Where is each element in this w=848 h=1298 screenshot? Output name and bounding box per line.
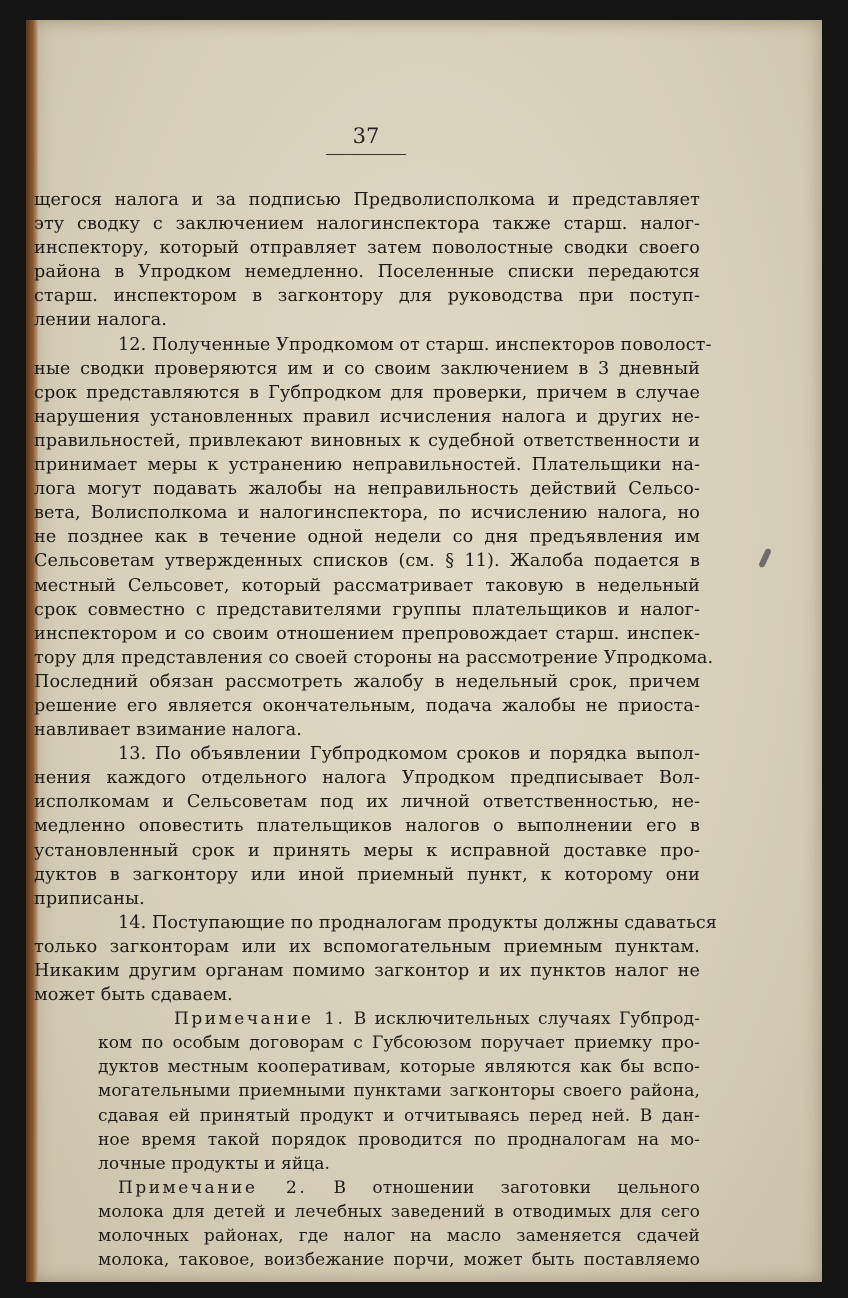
text-line: правильностей, привлекают виновных к судебной ответственности и — [34, 430, 700, 451]
text-line: старш. инспектором в загконтору для руководства при поступ- — [34, 286, 700, 307]
text-line: лога могут подавать жалобы на неправильность действий Сельсо- — [34, 479, 700, 500]
text-line: дуктов в загконтору или иной приемный пункт, к которому они — [34, 864, 700, 885]
text-line: инспектору, который отправляет затем поволостные сводки своего — [34, 238, 700, 259]
paragraph-13-first-line: 13. По объявлении Губпродкомом сроков и порядка выпол- — [118, 744, 700, 765]
paragraph-14-first-line: 14. Поступающие по продналогам продукты должны сдаваться — [118, 912, 717, 933]
text-line: нения каждого отдельного налога Упродком предписывает Вол- — [34, 768, 700, 789]
text-line: срок совместно с представителями группы плательщиков и налог- — [34, 599, 700, 620]
text-line: может быть сдаваем. — [34, 985, 233, 1006]
note-line: дуктов местным кооперативам, которые являются как бы вспо- — [98, 1057, 700, 1078]
text-line: принимает меры к устранению неправильностей. Плательщики на- — [34, 455, 700, 476]
text-line: местный Сельсовет, который рассматривает таковую в недельный — [34, 575, 700, 596]
note-line: молока, таковое, воизбежание порчи, может быть поставляемо — [98, 1250, 700, 1271]
text-line: лении налога. — [34, 310, 167, 331]
note-2 — [98, 1176, 700, 1272]
text-line: Никаким другим органам помимо загконтор и их пунктов налог не — [34, 961, 700, 981]
text-line: срок представляются в Губпродком для проверки, причем в случае — [34, 382, 700, 403]
note-text: В исключительных случаях Губпрод- — [353, 1009, 700, 1030]
text-line: Сельсоветам утвержденных списков (см. § 11). Жалоба подается в — [34, 551, 700, 572]
note-line: сдавая ей принятый продукт и отчитываясь перед ней. В дан- — [98, 1105, 700, 1126]
note-label: Примечание 1. — [174, 1009, 346, 1030]
text-line: не позднее как в течение одной недели со дня предъявления им — [34, 527, 700, 548]
note-line: лочные продукты и яйца. — [98, 1153, 331, 1174]
paragraph-12-first-line: 12. Полученные Упродкомом от старш. инспекторов поволост- — [118, 334, 712, 355]
text-line: инспектором и со своим отношением препровождает старш. инспек- — [34, 623, 700, 644]
page-text — [34, 188, 717, 1272]
note-line: могательными приемными пунктами загконторы своего района, — [98, 1081, 700, 1102]
text-line: эту сводку с заключением налогинспектора также старш. налог- — [34, 214, 700, 235]
ink-mark — [758, 548, 772, 569]
note-text: В отношении заготовки цельного — [333, 1177, 700, 1198]
text-line: навливает взимание налога. — [34, 720, 302, 741]
note-line: ком по особым договорам с Губсоюзом поручает приемку про- — [98, 1033, 700, 1054]
book-page — [26, 20, 822, 1282]
text-line: установленный срок и принять меры к исправной доставке про- — [34, 840, 700, 861]
note-line: ное время такой порядок проводится по продналогам на мо- — [98, 1129, 700, 1150]
note-label: Примечание 2. — [118, 1177, 308, 1198]
text-line: приписаны. — [34, 888, 145, 909]
text-line: тору для представления со своей стороны на рассмотрение Упродкома. — [34, 647, 714, 668]
note-line: молока для детей и лечебных заведений в отводимых для сего — [98, 1201, 700, 1222]
text-line: только загконторам или их вспомогательным приемным пунктам. — [34, 936, 700, 957]
note-line: молочных районах, где налог на масло заменяется сдачей — [98, 1226, 700, 1247]
text-line: медленно оповестить плательщиков налогов о выполнении его в — [34, 816, 700, 837]
note-first-line — [98, 1007, 700, 1031]
text-line: нарушения установленных правил исчисления налога и других не- — [34, 406, 700, 427]
text-line: ные сводки проверяются им и со своим заключением в 3 дневный — [34, 358, 700, 379]
note-first-line — [98, 1176, 700, 1200]
text-line: района в Упродком немедленно. Поселенные списки передаются — [34, 262, 700, 283]
text-line: решение его является окончательным, подача жалобы не приоста- — [34, 695, 700, 716]
text-line: исполкомам и Сельсоветам под их личной ответственностью, не- — [34, 792, 700, 813]
note-1 — [98, 1007, 700, 1176]
text-line: Последний обязан рассмотреть жалобу в недельный срок, причем — [34, 671, 700, 692]
text-line: вета, Волисполкома и налогинспектора, по исчислению налога, но — [34, 503, 700, 524]
page-number: 37 — [326, 124, 406, 155]
text-line: щегося налога и за подписью Предволисполкома и представляет — [34, 190, 700, 210]
